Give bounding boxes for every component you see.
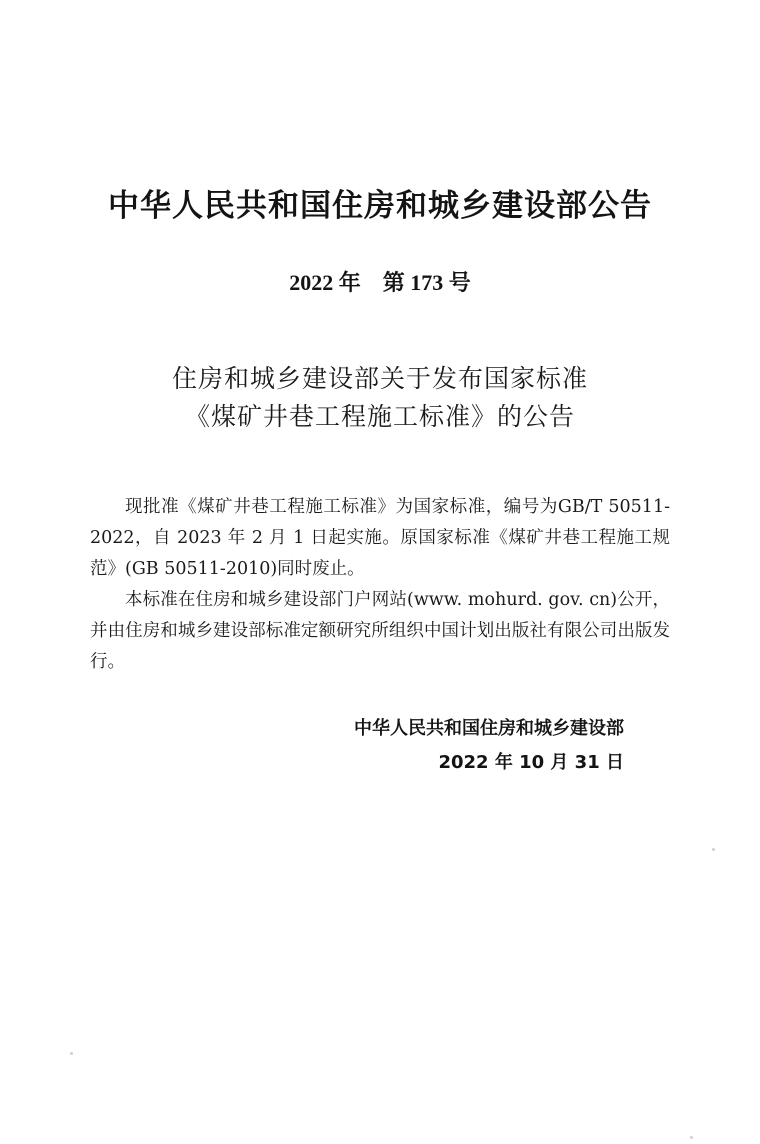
scan-speck: [712, 848, 715, 851]
signature-date: 2022 年 10 月 31 日: [438, 752, 624, 773]
announcement-body: [90, 492, 670, 678]
scan-speck: [70, 1052, 73, 1055]
signature-block: [354, 712, 624, 780]
announcement-title: [0, 360, 760, 436]
issuer-title: 中华人民共和国住房和城乡建设部公告: [108, 188, 652, 224]
announcement-number: 2022 年 第 173 号: [289, 270, 471, 295]
body-paragraph-1: 现批准《煤矿井巷工程施工标准》为国家标准，编号为GB/T 50511-2022，自 2023 年 2 月 1 日起实施。原国家标准《煤矿井巷工程施工规范》(GB 50511-2010)同时废止。: [90, 497, 670, 579]
announcement-title-line-2: 《煤矿井巷工程施工标准》的公告: [184, 402, 575, 431]
announcement-title-line-1: 住房和城乡建设部关于发布国家标准: [171, 364, 588, 393]
body-paragraph-2: 本标准在住房和城乡建设部门户网站(www. mohurd. gov. cn)公开，并由住房和城乡建设部标准定额研究所组织中国计划出版社有限公司出版发行。: [90, 590, 670, 672]
scan-speck: [690, 1136, 693, 1139]
signature-issuer: 中华人民共和国住房和城乡建设部: [354, 718, 624, 739]
